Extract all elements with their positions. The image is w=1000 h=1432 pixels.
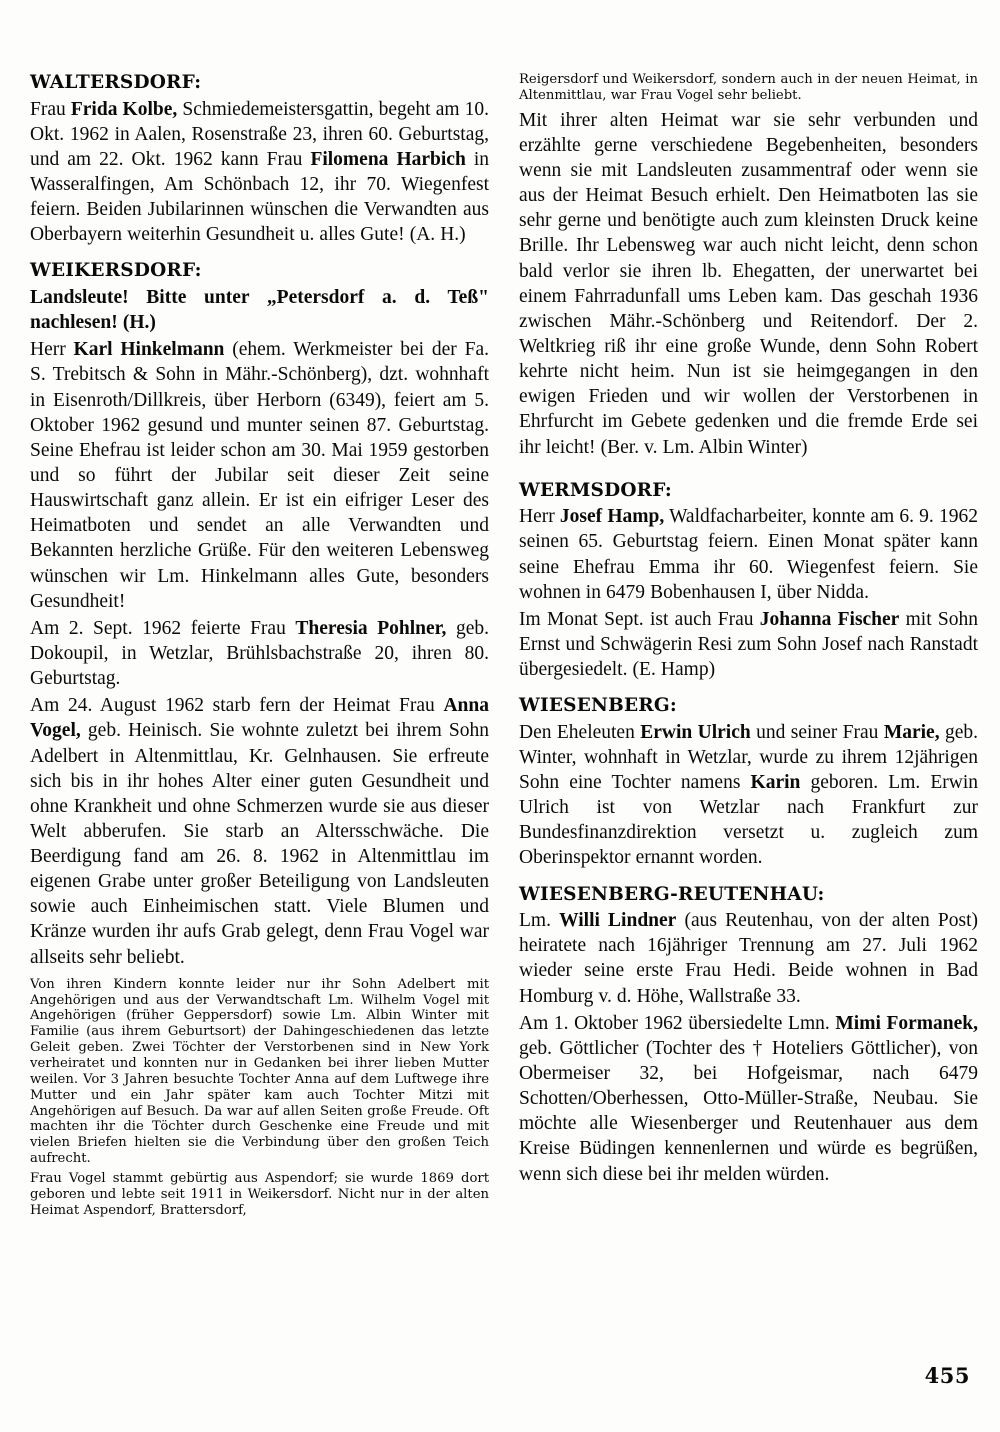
two-column-layout — [30, 72, 978, 1222]
section-heading: WEIKERSDORF: — [30, 260, 202, 282]
paragraph: Mit ihrer alten Heimat war sie sehr verbunden und erzählte gerne verschiedene Begebenheiten, besonders wenn sie mit Landsleuten zusammentraf oder wenn sie aus der Heimat Besuch erhielt. Den Heimatboten las sie sehr gerne und benötigte auch zum kleinsten Druck keine Brille. Ihr Lebensweg war auch nicht leicht, denn schon bald verlor sie ihren lb. Ehegatten, der unerwartet bei einem Fahrradunfall ums Leben kam. Das geschah 1936 zwischen Mähr.-Schönberg und Reitendorf. Der 2. Weltkrieg riß ihr eine große Wunde, denn Sohn Robert kehrte nicht heim. Nun ist sie heimgegangen in den ewigen Frieden und wir wollen der Verstorbenen in Ehrfurcht im Gebete gedenken und die fremde Erde sei ihr leicht! (Ber. v. Lm. Albin Winter) — [519, 109, 978, 458]
small-print-paragraph: Von ihren Kindern konnte leider nur ihr Sohn Adelbert mit Angehörigen und aus der Verwandtschaft Lm. Wilhelm Vogel mit Angehörigen (früher Geppersdorf) sowie Lm. Albin Winter mit Familie (aus ihrem Geburtsort) der Dahingeschiedenen das letzte Geleit geben. Zwei Töchter der Verstorbenen sind in New York verheiratet und konnten nur in Gedanken bei ihrer lieben Mutter weilen. Vor 3 Jahren besuchte Tochter Anna auf dem Luftwege ihre Mutter und ein Jahr später kam auch Tochter Mitzi mit Angehörigen auf Besuch. Da war auf allen Seiten große Freude. Oft machten ihr die Töchter durch Geschenke eine Freude und mit vielen Briefen hielten sie die Verbindung über den großen Teich aufrecht. — [30, 976, 489, 1167]
paragraph: Im Monat Sept. ist auch Frau Johanna Fischer mit Sohn Ernst und Schwägerin Resi zum Sohn Josef nach Ranstadt übergesiedelt. (E. Hamp) — [519, 608, 979, 681]
person-name: Frida Kolbe, — [70, 98, 178, 120]
section-continuation — [519, 72, 978, 460]
section-heading: WIESENBERG-REUTENHAU: — [519, 883, 825, 905]
person-name: Anna Vogel, — [30, 695, 489, 742]
person-name: Filomena Harbich — [310, 148, 466, 170]
section-heading: WERMSDORF: — [519, 479, 672, 501]
section-weikersdorf — [30, 260, 489, 1218]
person-name: Karl Hinkelmann — [73, 339, 225, 361]
paragraph: Herr Josef Hamp, Waldfacharbeiter, konnte am 6. 9. 1962 seinen 65. Geburtstag feiern. Einen Monat später kann seine Ehefrau Emma ihr 60. Wiegenfest feiern. Sie wohnen in 6479 Bobenhausen I, über Nidda. — [519, 506, 978, 603]
left-column — [30, 72, 489, 1222]
person-name: Erwin Ulrich — [640, 721, 751, 743]
section-waltersdorf — [30, 72, 489, 247]
small-print-paragraph: Reigersdorf und Weikersdorf, sondern auch in der neuen Heimat, in Altenmittlau, war Frau Vogel sehr beliebt. — [519, 72, 978, 103]
paragraph: Frau Frida Kolbe, Schmiedemeistersgattin, begeht am 10. Okt. 1962 in Aalen, Rosenstraße 23, ihren 60. Geburtstag, und am 22. Okt. 1962 kann Frau Filomena Harbich in Wasseralfingen, Am Schönbach 12, ihr 70. Wiegenfest feiern. Beiden Jubilarinnen wünschen die Verwandten aus Oberbayern weiterhin Gesundheit u. alles Gute! (A. H.) — [30, 98, 489, 246]
person-name: Josef Hamp, — [559, 506, 665, 528]
person-name: Marie, — [883, 721, 940, 743]
person-name: Mimi Formanek, — [835, 1012, 979, 1034]
paragraph: Lm. Willi Lindner (aus Reutenhau, von der alten Post) heiratete nach 16jähriger Trennung am 27. Juli 1962 wieder seine erste Frau Hedi. Beide wohnen in Bad Homburg v. d. Höhe, Wallstraße 33. — [519, 910, 979, 1007]
small-print-paragraph: Frau Vogel stammt gebürtig aus Aspendorf; sie wurde 1869 dort geboren und lebte seit 1911 in Weikersdorf. Nicht nur in der alten Heimat Aspendorf, Brattersdorf, — [30, 1170, 489, 1218]
paragraph: Am 24. August 1962 starb fern der Heimat Frau Anna Vogel, geb. Heinisch. Sie wohnte zuletzt bei ihrem Sohn Adelbert in Altenmittlau, Kr. Gelnhausen. Sie erfreute sich bis in ihr hohes Alter einer guten Gesundheit und ohne Krankheit und ohne Schmerzen wurde sie aus dieser Welt abberufen. Sie starb an Altersschwäche. Die Beerdigung fand am 26. 8. 1962 in Altenmittlau im eigenen Grabe unter großer Beteiligung von Landsleuten sowie auch Einheimischen statt. Viele Blumen und Kränze wurden ihr aufs Grab gelegt, denn Frau Vogel war allseits sehr beliebt. — [30, 695, 489, 968]
person-name: Theresia Pohlner, — [295, 617, 447, 639]
paragraph: Am 2. Sept. 1962 feierte Frau Theresia Pohlner, geb. Dokoupil, in Wetzlar, Brühlsbachstraße 20, ihren 80. Geburtstag. — [30, 617, 489, 690]
person-name: Karin — [750, 772, 801, 794]
section-heading: WIESENBERG: — [519, 695, 677, 717]
paragraph: Am 1. Oktober 1962 übersiedelte Lmn. Mimi Formanek, geb. Göttlicher (Tochter des † Hoteliers Göttlicher), von Obermeiser 32, bei Hofgeismar, nach 6479 Schotten/Oberhessen, Otto-Müller-Straße, Neubau. Sie möchte alle Wiesenberger und Reutenhauer aus dem Kreise Büdingen kennenlernen und würde es begrüßen, wenn sich diese bei ihr melden würden. — [519, 1012, 979, 1185]
cross-reference-note: Landsleute! Bitte unter „Petersdorf a. d. Teß" nachlesen! (H.) — [30, 286, 489, 334]
person-name: Willi Lindner — [559, 910, 677, 932]
person-name: Johanna Fischer — [759, 608, 900, 630]
section-wiesenberg-reutenhau — [519, 884, 978, 1187]
right-column — [519, 72, 978, 1222]
paragraph: Den Eheleuten Erwin Ulrich und seiner Frau Marie, geb. Winter, wohnhaft in Wetzlar, wurde zu ihrem 12jährigen Sohn eine Tochter namens Karin geboren. Lm. Erwin Ulrich ist von Wetzlar nach Frankfurt zur Bundesfinanzdirektion versetzt u. zugleich zum Oberinspektor ernannt worden. — [519, 721, 979, 869]
paragraph: Herr Karl Hinkelmann (ehem. Werkmeister bei der Fa. S. Trebitsch & Sohn in Mähr.-Schönberg), dzt. wohnhaft in Eisenroth/Dillkreis, über Herborn (6349), feiert am 5. Oktober 1962 gesund und munter seinen 87. Geburtstag. Seine Ehefrau ist leider schon am 30. Mai 1959 gestorben und so führt der Jubilar seit dieser Zeit seine Hauswirtschaft ganz allein. Er ist ein eifriger Leser des Heimatboten und sendet an alle Verwandten und Bekannten herzliche Grüße. Für den weiteren Lebensweg wünschen wir Lm. Hinkelmann alles Gute, besonders Gesundheit! — [30, 339, 489, 612]
section-wiesenberg — [519, 695, 978, 870]
section-heading: WALTERSDORF: — [30, 72, 202, 93]
page-number: 455 — [924, 1363, 970, 1388]
section-wermsdorf — [519, 480, 978, 683]
